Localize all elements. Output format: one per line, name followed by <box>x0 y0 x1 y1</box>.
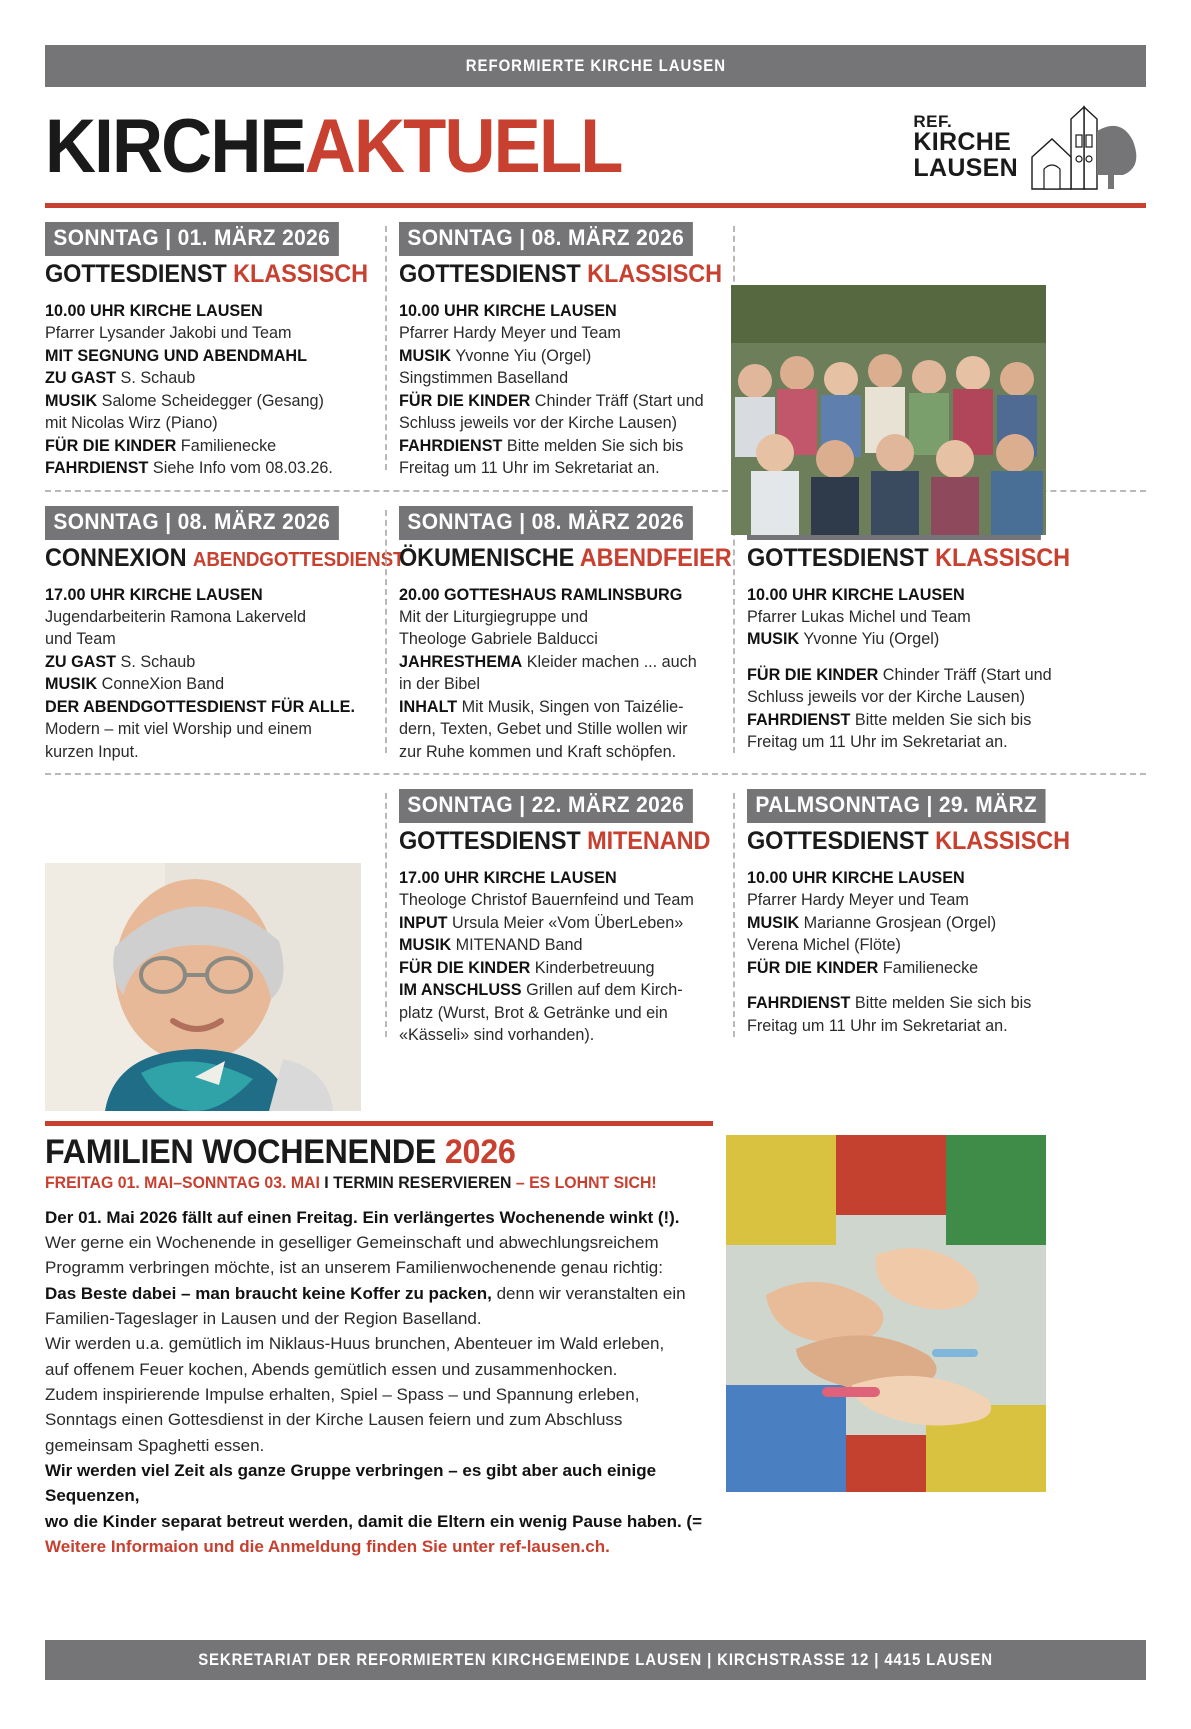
event-details <box>399 300 721 480</box>
event-detail-line: DER ABENDGOTTESDIENST FÜR ALLE. <box>45 697 355 716</box>
event-detail-line: FÜR DIE KINDER Familienecke <box>747 958 979 977</box>
event-title-main: CONNEXION <box>45 543 187 572</box>
feature-body <box>45 1205 713 1534</box>
event-detail-line: zur Ruhe kommen und Kraft schöpfen. <box>399 742 677 761</box>
event-detail-line: FÜR DIE KINDER Kinderbetreuung <box>399 958 655 977</box>
event-detail-line: mit Nicolas Wirz (Piano) <box>45 414 218 433</box>
feature-cta: I TERMIN RESERVIEREN <box>319 1173 512 1192</box>
event-detail-line: FAHRDIENST Bitte melden Sie sich bis <box>747 710 1032 729</box>
feature-body-line: Zudem inspirierende Impulse erhalten, Spiel – Spass – und Spannung erleben, <box>45 1384 640 1404</box>
event-detail-line: Verena Michel (Flöte) <box>747 936 901 955</box>
event-detail-line: IM ANSCHLUSS Grillen auf dem Kirch- <box>399 981 683 1000</box>
event-detail-line: Pfarrer Hardy Meyer und Team <box>747 891 969 910</box>
event-detail-line: und Team <box>45 630 116 649</box>
event-date-badge: SONNTAG | 22. MÄRZ 2026 <box>399 789 693 823</box>
event-detail-line: MUSIK ConneXion Band <box>45 675 225 694</box>
event-detail-line: «Kässeli» sind vorhanden). <box>399 1026 595 1045</box>
event-title-accent: KLASSISCH <box>233 260 369 288</box>
event-detail-line: Theologe Gabriele Balducci <box>399 630 598 649</box>
event-title-main: GOTTESDIENST <box>747 543 929 572</box>
event-detail-line: 20.00 GOTTESHAUS RAMLINSBURG <box>399 585 683 604</box>
divider-red-top <box>45 203 1146 208</box>
event-card-2 <box>385 222 733 480</box>
event-detail-line: Modern – mit viel Worship und einem <box>45 720 312 739</box>
event-detail-line: ZU GAST S. Schaub <box>45 652 196 671</box>
event-detail-line: Schluss jeweils vor der Kirche Lausen) <box>399 414 678 433</box>
masthead <box>45 87 1146 199</box>
event-detail-line: kurzen Input. <box>45 742 139 761</box>
event-detail-line: MUSIK Salome Scheidegger (Gesang) <box>45 391 324 410</box>
event-detail-line: Jugendarbeiterin Ramona Lakerveld <box>45 607 306 626</box>
event-card-5 <box>733 506 1146 764</box>
event-detail-line: INHALT Mit Musik, Singen von Taizélie- <box>399 697 684 716</box>
event-detail-line: FAHRDIENST Siehe Info vom 08.03.26. <box>45 459 333 478</box>
event-details <box>45 584 373 764</box>
hands-together-photo <box>726 1135 1046 1492</box>
event-detail-line: FÜR DIE KINDER Familienecke <box>45 436 277 455</box>
event-card-6 <box>385 789 733 1047</box>
feature-body-line: Das Beste dabei – man braucht keine Koffer zu packen, denn wir veranstalten ein <box>45 1283 686 1303</box>
event-detail-line: FÜR DIE KINDER Chinder Träff (Start und <box>747 665 1052 684</box>
event-title-main: GOTTESDIENST <box>747 827 929 855</box>
event-title <box>45 260 369 289</box>
event-detail-line: 10.00 UHR KIRCHE LAUSEN <box>747 585 965 604</box>
event-detail-line: ZU GAST S. Schaub <box>45 369 196 388</box>
event-detail-line: MUSIK Marianne Grosjean (Orgel) <box>747 913 997 932</box>
feature-body-line: gemeinsam Spaghetti essen. <box>45 1435 265 1455</box>
event-title-accent: KLASSISCH <box>587 260 723 288</box>
portrait-photo <box>45 863 361 1111</box>
feature-body-line: Programm verbringen möchte, ist an unserem Familienwochenende genau richtig: <box>45 1258 663 1278</box>
feature-body-line: wo die Kinder separat betreut werden, damit die Eltern ein wenig Pause haben. (= <box>45 1511 703 1531</box>
feature-body-line: Wer gerne ein Wochenende in geselliger Gemeinschaft und abwechlungsreichem <box>45 1233 659 1253</box>
event-detail-line: MUSIK Yvonne Yiu (Orgel) <box>747 630 940 649</box>
event-detail-line: FAHRDIENST Bitte melden Sie sich bis <box>747 994 1032 1013</box>
event-detail-line: 10.00 UHR KIRCHE LAUSEN <box>45 302 263 320</box>
feature-subtitle <box>45 1174 686 1193</box>
event-title <box>399 543 732 573</box>
page-title <box>45 104 622 189</box>
event-card-1 <box>45 222 385 480</box>
event-detail-line: INPUT Ursula Meier «Vom ÜberLeben» <box>399 913 684 932</box>
logo-wordmark <box>913 113 1018 181</box>
feature-body-line: Wir werden viel Zeit als ganze Gruppe verbringen – es gibt aber auch einige Sequenzen, <box>45 1460 657 1506</box>
event-detail-line: Mit der Liturgiegruppe und <box>399 607 588 626</box>
feature-body-line: Familien-Tageslager in Lausen und der Region Baselland. <box>45 1309 482 1328</box>
feature-body-line: Der 01. Mai 2026 fällt auf einen Freitag. Ein verlängertes Wochenende winkt (!). <box>45 1207 680 1227</box>
event-details <box>399 867 721 1047</box>
event-detail-line: dern, Texten, Gebet und Stille wollen wir <box>399 720 688 739</box>
event-details <box>747 867 1134 1037</box>
event-title <box>747 544 1111 573</box>
event-date-badge: SONNTAG | 08. MÄRZ 2026 <box>45 506 339 540</box>
event-card-7 <box>733 789 1146 1047</box>
event-detail-line: Schluss jeweils vor der Kirche Lausen) <box>747 688 1026 707</box>
event-title-main: GOTTESDIENST <box>399 260 581 288</box>
event-title-main: GOTTESDIENST <box>45 260 227 288</box>
logo-line-kirche: KIRCHE <box>913 128 1012 157</box>
choir-group-photo <box>731 285 1046 535</box>
feature-cta-accent: – ES LOHNT SICH! <box>511 1173 657 1192</box>
event-title-accent: MITENAND <box>587 827 711 855</box>
event-details <box>45 300 373 480</box>
event-detail-line: 17.00 UHR KIRCHE LAUSEN <box>399 869 617 887</box>
flyer-page <box>0 45 1191 1729</box>
church-building-icon <box>1022 101 1142 193</box>
event-title-accent: ABENDFEIER <box>579 543 732 572</box>
footer-contact-text: SEKRETARIAT DER REFORMIERTEN KIRCHGEMEINDE LAUSEN | KIRCHSTRASSE 12 | 4415 LAUSEN <box>198 1650 993 1669</box>
header-bar-text: REFORMIERTE KIRCHE LAUSEN <box>465 56 726 75</box>
event-date-badge: SONNTAG | 01. MÄRZ 2026 <box>45 222 339 256</box>
event-detail-line: Pfarrer Lukas Michel und Team <box>747 607 971 626</box>
row-divider <box>45 773 1146 775</box>
divider-red-feature <box>45 1121 713 1126</box>
event-detail-line: Freitag um 11 Uhr im Sekretariat an. <box>747 733 1008 752</box>
event-detail-line: MUSIK MITENAND Band <box>399 936 583 955</box>
feature-title-main: FAMILIEN WOCHENENDE <box>45 1133 437 1171</box>
footer-bar <box>45 1640 1146 1680</box>
event-detail-line: in der Bibel <box>399 675 480 694</box>
event-detail-line: JAHRESTHEMA Kleider machen ... auch <box>399 652 697 671</box>
event-detail-line: Pfarrer Hardy Meyer und Team <box>399 324 621 343</box>
event-detail-line: platz (Wurst, Brot & Getränke und ein <box>399 1003 668 1022</box>
event-details <box>747 584 1134 754</box>
event-title-accent: KLASSISCH <box>935 543 1071 572</box>
event-title-main: ÖKUMENISCHE <box>399 543 575 572</box>
event-title <box>747 827 1111 856</box>
event-detail-line: Freitag um 11 Uhr im Sekretariat an. <box>747 1016 1008 1035</box>
feature-body-line: auf offenem Feuer kochen, Abends gemütlich essen und zusammenhocken. <box>45 1359 618 1379</box>
event-detail-line: Pfarrer Lysander Jakobi und Team <box>45 324 292 343</box>
event-detail-line: 10.00 UHR KIRCHE LAUSEN <box>399 302 617 320</box>
feature-dates: FREITAG 01. MAI–SONNTAG 03. MAI <box>45 1173 320 1192</box>
feature-title-year: 2026 <box>444 1133 516 1171</box>
event-details <box>399 584 721 764</box>
church-logo <box>913 101 1146 193</box>
page-title-aktuell: AKTUELL <box>304 104 622 189</box>
event-detail-line: Freitag um 11 Uhr im Sekretariat an. <box>399 459 660 478</box>
event-title <box>399 827 711 856</box>
event-title <box>399 260 723 289</box>
event-detail-line: 17.00 UHR KIRCHE LAUSEN <box>45 585 263 604</box>
event-detail-line: FÜR DIE KINDER Chinder Träff (Start und <box>399 391 704 410</box>
event-title-accent: ABENDGOTTESDIENST <box>192 548 405 571</box>
family-weekend-section <box>45 1121 713 1559</box>
event-detail-line: Theologe Christof Bauernfeind und Team <box>399 891 694 910</box>
logo-line-lausen: LAUSEN <box>913 153 1018 182</box>
feature-website-link[interactable]: Weitere Informaion und die Anmeldung finden Sie unter ref-lausen.ch. <box>45 1536 610 1556</box>
event-title-main: GOTTESDIENST <box>399 827 581 855</box>
event-detail-line: MUSIK Yvonne Yiu (Orgel) <box>399 346 592 365</box>
feature-title <box>45 1135 680 1171</box>
event-date-badge: PALMSONNTAG | 29. MÄRZ <box>747 789 1046 823</box>
event-title-accent: KLASSISCH <box>935 827 1071 855</box>
logo-line-ref: REF. <box>913 111 953 131</box>
page-title-kirche: KIRCHE <box>45 104 305 189</box>
event-card-4 <box>385 506 733 764</box>
event-date-badge: SONNTAG | 08. MÄRZ 2026 <box>399 222 693 256</box>
event-card-3 <box>45 506 405 764</box>
feature-body-line: Wir werden u.a. gemütlich im Niklaus-Huus brunchen, Abenteuer im Wald erleben, <box>45 1334 665 1354</box>
header-bar <box>45 45 1146 87</box>
event-detail-line: MIT SEGNUNG UND ABENDMAHL <box>45 346 307 365</box>
event-detail-line: 10.00 UHR KIRCHE LAUSEN <box>747 869 965 887</box>
feature-body-line: Sonntags einen Gottesdienst in der Kirche Lausen feiern und zum Abschluss <box>45 1410 623 1430</box>
event-detail-line: Singstimmen Baselland <box>399 369 569 388</box>
event-date-badge: SONNTAG | 08. MÄRZ 2026 <box>399 506 693 540</box>
event-title <box>45 543 405 573</box>
event-detail-line: FAHRDIENST Bitte melden Sie sich bis <box>399 436 684 455</box>
